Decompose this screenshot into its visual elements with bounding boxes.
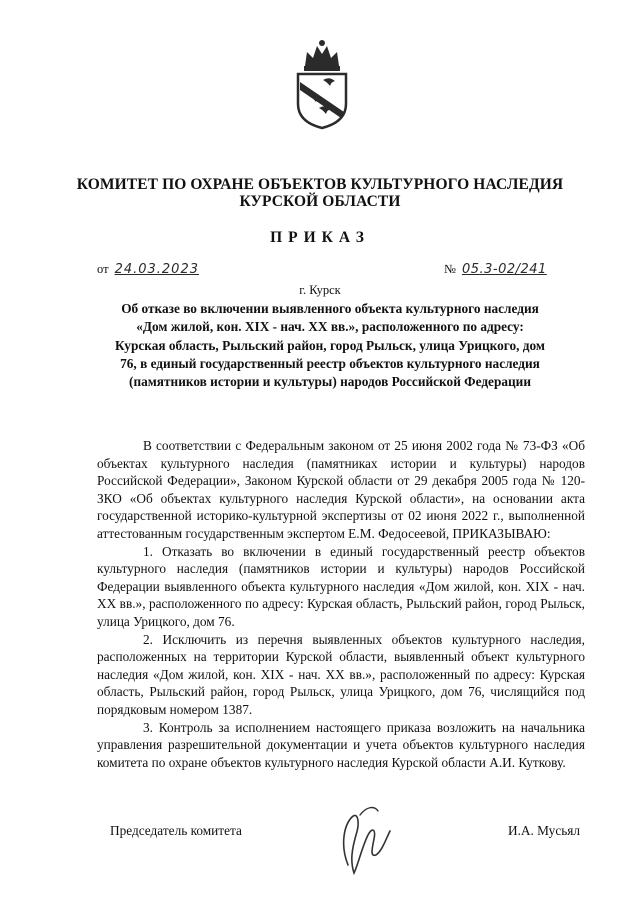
order-date [97,262,199,277]
document-body [97,437,585,771]
city: г. Курск [299,283,341,297]
preamble-paragraph: В соответствии с Федеральным законом от 25 июня 2002 года № 73-ФЗ «Об объектах культурного наследия (памятниках истории и культуры) народов Российской Федерации», Законом Курской области от 29 декабря 2005 года № 120-ЗКО «Об объектах культурного наследия Курской области», на основании акта государственной историко-культурной экспертизы от 02 июня 2022 г., выполненной аттестованным государственным экспертом Е.М. Федосеевой, ПРИКАЗЫВАЮ: [97,438,585,541]
order-item-3: 3. Контроль за исполнением настоящего приказа возложить на начальника управления разрешительной документации и учета объектов культурного наследия комитета по охране объектов культурного наследия Курской области А.И. Куткову. [97,719,585,770]
signatory-name: И.А. Мусьял [508,823,581,838]
organization-name: КОМИТЕТ ПО ОХРАНЕ ОБЪЕКТОВ КУЛЬТУРНОГО НАСЛЕДИЯ [76,176,564,193]
order-item-1: 1. Отказать во включении в единый государственный реестр объектов культурного наследия (памятников истории и культуры) народов Российской Федерации выявленного объекта культурного наследия «Дом жилой, кон. XIX - нач. XX вв.», расположенного по адресу: Курская область, Рыльский район, город Рыльск, улица Урицкого, дом 76. [97,543,585,629]
number-prefix: № [444,262,456,276]
signatory-role: Председатель комитета [110,823,242,838]
coat-of-arms-icon [293,38,351,130]
document-type: ПРИКАЗ [270,229,370,246]
organization-region: КУРСКОЙ ОБЛАСТИ [239,193,401,210]
handwritten-signature-icon [330,795,400,880]
number-value: 05.3-02/241 [461,262,547,277]
order-item-2: 2. Исключить из перечня выявленных объектов культурного наследия, расположенных на территории Курской области, выявленный объект культурного наследия «Дом жилой, кон. XIX - нач. XX вв.», расположенный по адресу: Курская область, Рыльский район, город Рыльск, улица Урицкого, дом 76, числящийся под порядковым номером 1387. [97,631,585,717]
date-value: 24.03.2023 [114,262,199,277]
date-prefix: от [97,262,109,276]
document-title: Об отказе во включении выявленного объекта культурного наследия «Дом жилой, кон. XIX - нач. XX вв.», расположенного по адресу: Курская область, Рыльский район, город Рыльск, улица Урицкого, дом 76, в единый государственный реестр объектов культурного наследия (памятников истории и культуры) народов Российской Федерации [115,301,545,390]
order-number [444,262,547,277]
